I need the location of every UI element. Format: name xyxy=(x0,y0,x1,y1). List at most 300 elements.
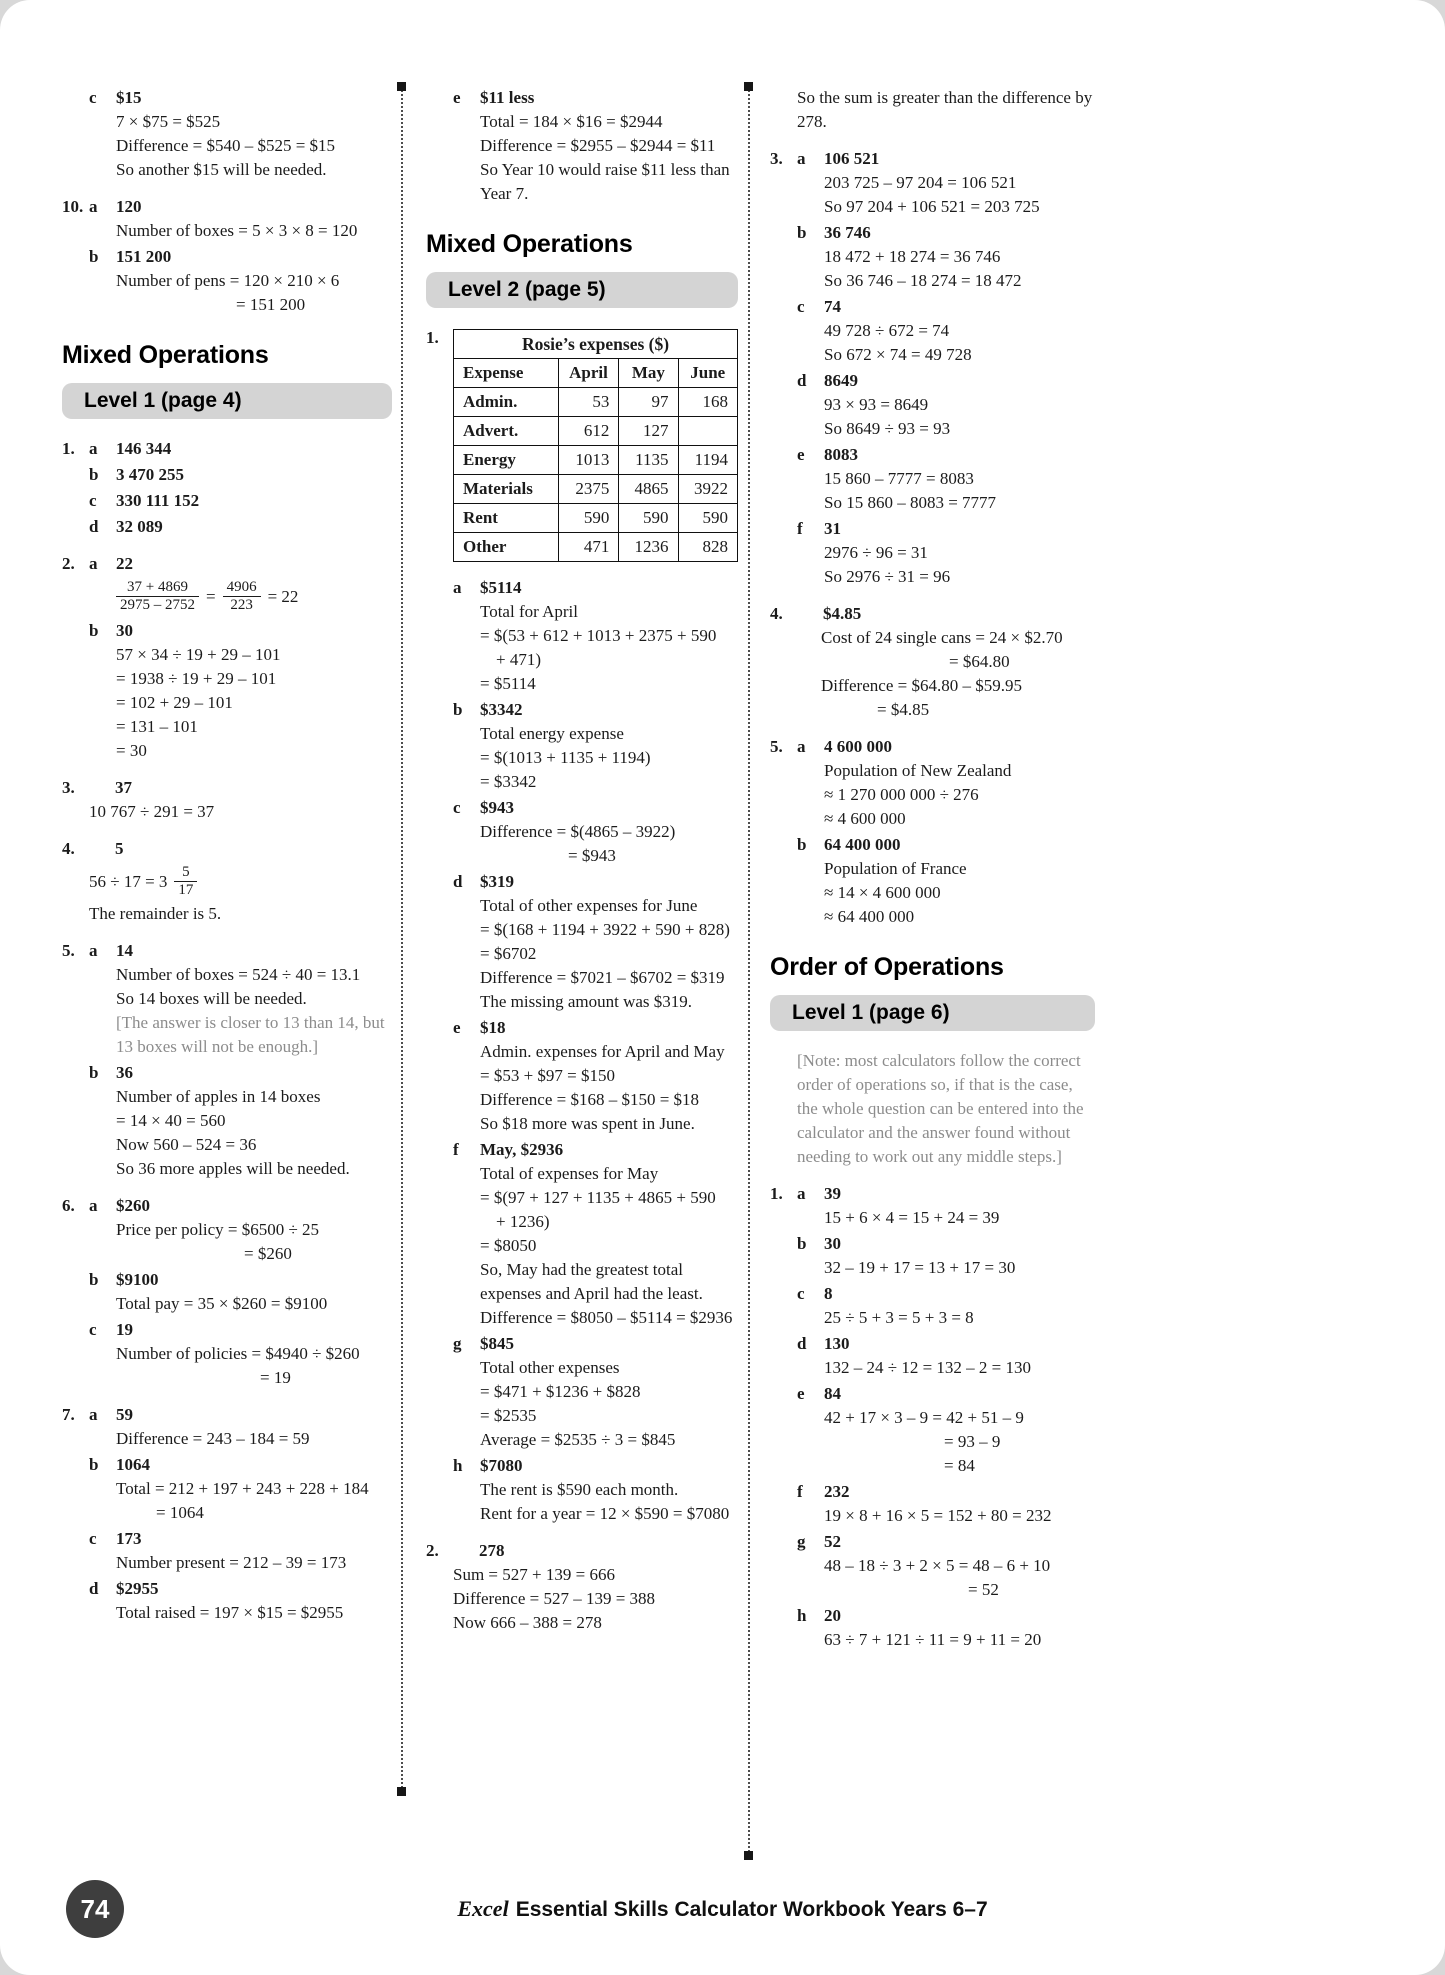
part-letter: f xyxy=(797,519,803,538)
answer-part xyxy=(62,489,392,513)
working-line: So 36 more apples will be needed. xyxy=(116,1159,350,1178)
level-banner-label: Level 1 (page 4) xyxy=(84,389,242,412)
working-line: Sum = 527 + 139 = 666 xyxy=(453,1565,615,1584)
working-line: = $64.80 xyxy=(949,652,1010,671)
cell-value: 4865 xyxy=(619,475,678,504)
numerator: 37 + 4869 xyxy=(116,579,199,597)
column-header: Expense xyxy=(454,359,559,388)
answer-value: $11 less xyxy=(480,88,535,107)
answer-value: 4 600 000 xyxy=(824,737,892,756)
expenses-table xyxy=(453,329,738,562)
part-body xyxy=(480,1454,738,1526)
item-number: 10. xyxy=(62,197,84,216)
part-body xyxy=(480,1332,738,1452)
answer-value: 37 xyxy=(115,778,132,797)
part-letter: h xyxy=(797,1606,807,1625)
cell-value: 168 xyxy=(678,388,738,417)
working-line: Difference = $2955 – $2944 = $11 xyxy=(480,136,716,155)
working-line: So 14 boxes will be needed. xyxy=(116,989,307,1008)
item-number: 4. xyxy=(62,839,75,858)
working-line: Number of boxes = 524 ÷ 40 = 13.1 xyxy=(116,965,361,984)
working-line: = $(97 + 127 + 1135 + 4865 + 590 xyxy=(480,1188,716,1207)
column-divider-2 xyxy=(748,86,750,1856)
part-letter: c xyxy=(453,798,461,817)
part-letter: b xyxy=(797,223,807,242)
part-letter: a xyxy=(797,1184,806,1203)
working-line: So 8649 ÷ 93 = 93 xyxy=(824,419,951,438)
answer-part xyxy=(770,1282,1095,1330)
part-body xyxy=(89,837,392,926)
working-line: Population of France xyxy=(824,859,967,878)
part-body xyxy=(480,576,738,696)
answer-part xyxy=(770,517,1095,589)
answer-item xyxy=(770,602,1095,722)
part-letter: a xyxy=(89,554,98,573)
working-line: Total raised = 197 × $15 = $2955 xyxy=(116,1603,344,1622)
working-line: = $(168 + 1194 + 3922 + 590 + 828) xyxy=(480,920,730,939)
part-letter: c xyxy=(797,297,805,316)
item-number: 1. xyxy=(426,328,439,347)
answer-part xyxy=(62,837,392,926)
working-line: 63 ÷ 7 + 121 ÷ 11 = 9 + 11 = 20 xyxy=(824,1630,1042,1649)
working-line: 42 + 17 × 3 – 9 = 42 + 51 – 9 xyxy=(824,1408,1024,1427)
answer-value: 22 xyxy=(116,554,133,573)
answer-part xyxy=(62,939,392,1059)
part-body xyxy=(116,1318,392,1390)
working-line: = $2535 xyxy=(480,1406,537,1425)
answer-value: 278 xyxy=(479,1541,505,1560)
fraction-line xyxy=(89,864,392,899)
answer-part xyxy=(770,1480,1095,1528)
working-line: = $53 + $97 = $150 xyxy=(480,1066,616,1085)
answer-part xyxy=(62,776,392,824)
part-letter: f xyxy=(453,1140,459,1159)
answer-part xyxy=(62,1318,392,1390)
section-heading: Mixed Operations xyxy=(62,341,269,369)
part-body xyxy=(824,1604,1095,1652)
cell-value: 127 xyxy=(619,417,678,446)
working-line: The missing amount was $319. xyxy=(480,992,693,1011)
answer-part xyxy=(426,1454,738,1526)
answer-value: May, $2936 xyxy=(480,1140,564,1159)
working-line: = 84 xyxy=(944,1456,975,1475)
answer-part xyxy=(426,1332,738,1452)
part-body xyxy=(116,1268,392,1316)
answer-part xyxy=(770,833,1095,929)
working-line: 7 × $75 = $525 xyxy=(116,112,221,131)
answer-part xyxy=(62,1061,392,1181)
answer-value: 106 521 xyxy=(824,149,880,168)
answer-item xyxy=(426,1539,738,1635)
working-line: = $260 xyxy=(244,1244,292,1263)
working-line: Number of boxes = 5 × 3 × 8 = 120 xyxy=(116,221,358,240)
part-letter: f xyxy=(797,1482,803,1501)
answer-item xyxy=(426,86,738,206)
working-line: ≈ 14 × 4 600 000 xyxy=(824,883,941,902)
level-banner xyxy=(426,272,738,308)
answer-part xyxy=(770,443,1095,515)
part-letter: g xyxy=(797,1532,806,1551)
part-letter: e xyxy=(453,1018,461,1037)
part-letter: a xyxy=(89,439,98,458)
answer-part xyxy=(770,295,1095,367)
working-line: = 30 xyxy=(116,741,147,760)
part-letter: a xyxy=(89,197,98,216)
working-line: = $8050 xyxy=(480,1236,537,1255)
answer-part xyxy=(62,86,392,182)
working-line: = $471 + $1236 + $828 xyxy=(480,1382,641,1401)
working-line: = 93 – 9 xyxy=(944,1432,1001,1451)
working-line: = $3342 xyxy=(480,772,537,791)
section-heading: Order of Operations xyxy=(770,953,1004,981)
working-line: Difference = 527 – 139 = 388 xyxy=(453,1589,656,1608)
part-letter: e xyxy=(797,445,805,464)
answer-part xyxy=(770,1382,1095,1478)
cell-value: 3922 xyxy=(678,475,738,504)
denominator: 223 xyxy=(230,597,253,613)
table-row xyxy=(454,475,738,504)
part-body xyxy=(116,1453,392,1525)
working-line: = 102 + 29 – 101 xyxy=(116,693,233,712)
answer-part xyxy=(62,1577,392,1625)
cell-value: 1236 xyxy=(619,533,678,562)
answer-part xyxy=(426,698,738,794)
answer-part xyxy=(770,147,1095,219)
answer-value: 232 xyxy=(824,1482,850,1501)
denominator: 2975 – 2752 xyxy=(120,597,195,613)
answer-item xyxy=(62,552,392,763)
answer-part xyxy=(770,1332,1095,1380)
answer-column-middle xyxy=(426,86,738,1648)
cell-value xyxy=(678,417,738,446)
working-line: Difference = $(4865 – 3922) xyxy=(480,822,676,841)
part-body xyxy=(116,1061,392,1181)
answer-value: 5 xyxy=(115,839,124,858)
part-letter: g xyxy=(453,1334,462,1353)
working-line: Now 560 – 524 = 36 xyxy=(116,1135,257,1154)
working-line: Rent for a year = 12 × $590 = $7080 xyxy=(480,1504,730,1523)
part-letter: c xyxy=(89,1529,97,1548)
answer-item xyxy=(426,326,738,1526)
answer-part xyxy=(426,326,738,574)
item-number: 5. xyxy=(62,941,75,960)
part-body xyxy=(824,517,1095,589)
part-body xyxy=(824,735,1095,831)
answer-value: 120 xyxy=(116,197,142,216)
part-letter: a xyxy=(89,1405,98,1424)
answer-part xyxy=(426,576,738,696)
working-line: So 15 860 – 8083 = 7777 xyxy=(824,493,997,512)
part-letter: a xyxy=(797,737,806,756)
answer-part xyxy=(426,870,738,1014)
working-line: = 52 xyxy=(968,1580,999,1599)
working-line: [Note: most calculators follow the correct order of operations so, if that is the case, the whole question can be entered into the calculator and the answer found without needing to work out any middle steps.] xyxy=(797,1051,1084,1166)
row-label: Admin. xyxy=(454,388,559,417)
answer-part xyxy=(62,245,392,317)
answer-value: 173 xyxy=(116,1529,142,1548)
part-letter: b xyxy=(453,700,463,719)
column-header: April xyxy=(558,359,619,388)
part-body xyxy=(116,437,392,461)
part-body xyxy=(824,221,1095,293)
working-line: 10 767 ÷ 291 = 37 xyxy=(89,802,215,821)
part-letter: b xyxy=(89,1270,99,1289)
answer-value: $260 xyxy=(116,1196,150,1215)
part-letter: e xyxy=(453,88,461,107)
working-line: Difference = 243 – 184 = 59 xyxy=(116,1429,310,1448)
answer-item xyxy=(62,437,392,539)
fraction xyxy=(116,579,199,614)
answer-part xyxy=(62,515,392,539)
part-body xyxy=(116,939,392,1059)
working-line: Number of policies = $4940 ÷ $260 xyxy=(116,1344,360,1363)
column-header: May xyxy=(619,359,678,388)
answer-part xyxy=(426,1016,738,1136)
answer-value: 19 xyxy=(116,1320,133,1339)
row-label: Materials xyxy=(454,475,559,504)
part-letter: d xyxy=(797,371,807,390)
answer-value: 130 xyxy=(824,1334,850,1353)
table-row xyxy=(454,446,738,475)
page-number: 74 xyxy=(80,1893,110,1924)
part-body xyxy=(824,147,1095,219)
part-body xyxy=(116,1403,392,1451)
working-line: Total = 212 + 197 + 243 + 228 + 184 xyxy=(116,1479,369,1498)
working-line: + 471) xyxy=(496,650,541,669)
part-letter: c xyxy=(89,491,97,510)
answer-part xyxy=(770,369,1095,441)
answer-item xyxy=(770,735,1095,929)
level-banner-label: Level 1 (page 6) xyxy=(792,1001,950,1024)
table-header-row xyxy=(454,359,738,388)
answer-part xyxy=(62,463,392,487)
working-line: = 131 – 101 xyxy=(116,717,198,736)
level-banner xyxy=(62,383,392,419)
working-line: So 36 746 – 18 274 = 18 472 xyxy=(824,271,1022,290)
working-line: ≈ 4 600 000 xyxy=(824,809,906,828)
answer-value: 32 089 xyxy=(116,517,163,536)
working-line: Price per policy = $6500 ÷ 25 xyxy=(116,1220,320,1239)
item-number: 3. xyxy=(62,778,75,797)
row-label: Rent xyxy=(454,504,559,533)
row-label: Energy xyxy=(454,446,559,475)
part-letter: a xyxy=(453,578,462,597)
working-line: So, May had the greatest total expenses and April had the least. xyxy=(480,1260,703,1303)
note-line: [The answer is closer to 13 than 14, but 13 boxes will not be enough.] xyxy=(116,1013,385,1056)
working-line: Difference = $7021 – $6702 = $319 xyxy=(480,968,725,987)
item-number: 4. xyxy=(770,604,783,623)
working-line: Total for April xyxy=(480,602,578,621)
answer-value: 3 470 255 xyxy=(116,465,184,484)
answer-value: $18 xyxy=(480,1018,506,1037)
answer-value: $3342 xyxy=(480,700,523,719)
answer-part xyxy=(770,221,1095,293)
working-line: = $5114 xyxy=(480,674,536,693)
working-line: Total of other expenses for June xyxy=(480,896,698,915)
cell-value: 612 xyxy=(558,417,619,446)
working-line: Difference = $540 – $525 = $15 xyxy=(116,136,336,155)
part-body xyxy=(824,1332,1095,1380)
table-row xyxy=(454,388,738,417)
working-line: So 97 204 + 106 521 = 203 725 xyxy=(824,197,1040,216)
answer-part xyxy=(62,195,392,243)
answer-part xyxy=(62,437,392,461)
answer-item xyxy=(770,147,1095,589)
answer-part xyxy=(770,1530,1095,1602)
working-line: 25 ÷ 5 + 3 = 5 + 3 = 8 xyxy=(824,1308,974,1327)
part-body xyxy=(480,1138,738,1330)
answer-value: 8083 xyxy=(824,445,858,464)
paragraph xyxy=(770,86,1095,134)
answer-item xyxy=(62,86,392,182)
part-body xyxy=(824,1232,1095,1280)
row-label: Other xyxy=(454,533,559,562)
working-line: Admin. expenses for April and May xyxy=(480,1042,725,1061)
part-letter: b xyxy=(89,621,99,640)
answer-value: 8649 xyxy=(824,371,858,390)
working-line: 32 – 19 + 17 = 13 + 17 = 30 xyxy=(824,1258,1016,1277)
part-body xyxy=(824,1282,1095,1330)
part-body xyxy=(116,1194,392,1266)
table-row xyxy=(454,533,738,562)
working-line: Total energy expense xyxy=(480,724,624,743)
item-number: 1. xyxy=(770,1184,783,1203)
working-line: = $4.85 xyxy=(877,700,930,719)
working-line: = 1938 ÷ 19 + 29 – 101 xyxy=(116,669,277,688)
part-body xyxy=(824,1182,1095,1230)
working-line: 93 × 93 = 8649 xyxy=(824,395,929,414)
page-footer xyxy=(0,1896,1445,1922)
answer-value: 1064 xyxy=(116,1455,150,1474)
answer-part xyxy=(770,1604,1095,1652)
answer-part xyxy=(62,619,392,763)
answer-part xyxy=(426,796,738,868)
answer-value: 30 xyxy=(824,1234,841,1253)
footer-title-text: Essential Skills Calculator Workbook Years 6–7 xyxy=(515,1898,988,1921)
part-letter: b xyxy=(89,247,99,266)
working-line: The rent is $590 each month. xyxy=(480,1480,679,1499)
working-line: + 1236) xyxy=(496,1212,550,1231)
item-number: 2. xyxy=(426,1541,439,1560)
item-number: 1. xyxy=(62,439,75,458)
table-title-row xyxy=(454,330,738,359)
cell-value: 590 xyxy=(678,504,738,533)
part-body xyxy=(116,245,392,317)
working-line: Number of apples in 14 boxes xyxy=(116,1087,321,1106)
answer-value: $7080 xyxy=(480,1456,523,1475)
part-body xyxy=(824,1382,1095,1478)
part-body xyxy=(824,833,1095,929)
working-line: So $18 more was spent in June. xyxy=(480,1114,695,1133)
working-line: = 151 200 xyxy=(236,295,306,314)
fraction xyxy=(223,579,261,614)
table-title: Rosie’s expenses ($) xyxy=(454,330,738,359)
answer-part xyxy=(62,1453,392,1525)
working-line: The remainder is 5. xyxy=(89,904,222,923)
section-heading: Mixed Operations xyxy=(426,230,633,258)
working-line: = 14 × 40 = 560 xyxy=(116,1111,226,1130)
working-line: Total = 184 × $16 = $2944 xyxy=(480,112,663,131)
working-line: Total other expenses xyxy=(480,1358,620,1377)
answer-value: $2955 xyxy=(116,1579,159,1598)
part-body xyxy=(89,776,392,824)
part-letter: d xyxy=(89,517,99,536)
table-row xyxy=(454,417,738,446)
part-letter: c xyxy=(89,1320,97,1339)
part-body xyxy=(116,552,392,617)
item-number: 7. xyxy=(62,1405,75,1424)
part-letter: d xyxy=(89,1579,99,1598)
working-line: = $(53 + 612 + 1013 + 2375 + 590 xyxy=(480,626,717,645)
part-letter: a xyxy=(89,941,98,960)
item-number: 6. xyxy=(62,1196,75,1215)
column-header: June xyxy=(678,359,738,388)
part-body xyxy=(824,1480,1095,1528)
answer-value: 14 xyxy=(116,941,133,960)
fraction-text: = 22 xyxy=(267,586,299,606)
working-line: So 2976 ÷ 31 = 96 xyxy=(824,567,951,586)
answer-value: 30 xyxy=(116,621,133,640)
footer-brand: Excel xyxy=(457,1896,509,1921)
item-number: 5. xyxy=(770,737,783,756)
answer-value: 330 111 152 xyxy=(116,491,200,510)
answer-value: 74 xyxy=(824,297,841,316)
answer-value: $943 xyxy=(480,798,514,817)
numerator: 4906 xyxy=(223,579,261,597)
working-line: 48 – 18 ÷ 3 + 2 × 5 = 48 – 6 + 10 xyxy=(824,1556,1051,1575)
part-body xyxy=(116,1527,392,1575)
answer-part xyxy=(62,1527,392,1575)
cell-value: 1194 xyxy=(678,446,738,475)
working-line: 203 725 – 97 204 = 106 521 xyxy=(824,173,1017,192)
cell-value: 53 xyxy=(558,388,619,417)
answer-item xyxy=(62,837,392,926)
answer-value: 20 xyxy=(824,1606,841,1625)
item-number: 3. xyxy=(770,149,783,168)
working-line: 18 472 + 18 274 = 36 746 xyxy=(824,247,1001,266)
part-body xyxy=(824,443,1095,515)
part-letter: b xyxy=(797,835,807,854)
level-banner xyxy=(770,995,1095,1031)
answer-value: 31 xyxy=(824,519,841,538)
answer-value: $845 xyxy=(480,1334,514,1353)
part-body xyxy=(480,698,738,794)
cell-value: 97 xyxy=(619,388,678,417)
part-body xyxy=(116,1577,392,1625)
working-line: 132 – 24 ÷ 12 = 132 – 2 = 130 xyxy=(824,1358,1032,1377)
working-line: So Year 10 would raise $11 less than Year 7. xyxy=(480,160,730,203)
answer-value: $319 xyxy=(480,872,514,891)
part-body xyxy=(480,86,738,206)
working-line: 15 + 6 × 4 = 15 + 24 = 39 xyxy=(824,1208,1000,1227)
answer-column-left xyxy=(62,86,392,1638)
part-body xyxy=(453,1539,738,1635)
part-letter: b xyxy=(89,1455,99,1474)
part-body xyxy=(480,870,738,1014)
numerator: 5 xyxy=(174,864,197,882)
working-line: Difference = $8050 – $5114 = $2936 xyxy=(480,1308,733,1327)
row-label: Advert. xyxy=(454,417,559,446)
answer-part xyxy=(62,1194,392,1266)
part-body xyxy=(116,463,392,487)
part-letter: b xyxy=(797,1234,807,1253)
answer-part xyxy=(62,1268,392,1316)
part-letter: a xyxy=(797,149,806,168)
working-line: Difference = $168 – $150 = $18 xyxy=(480,1090,700,1109)
answer-value: 59 xyxy=(116,1405,133,1424)
working-line: 57 × 34 ÷ 19 + 29 – 101 xyxy=(116,645,281,664)
working-line: So the sum is greater than the difference by 278. xyxy=(797,88,1093,131)
